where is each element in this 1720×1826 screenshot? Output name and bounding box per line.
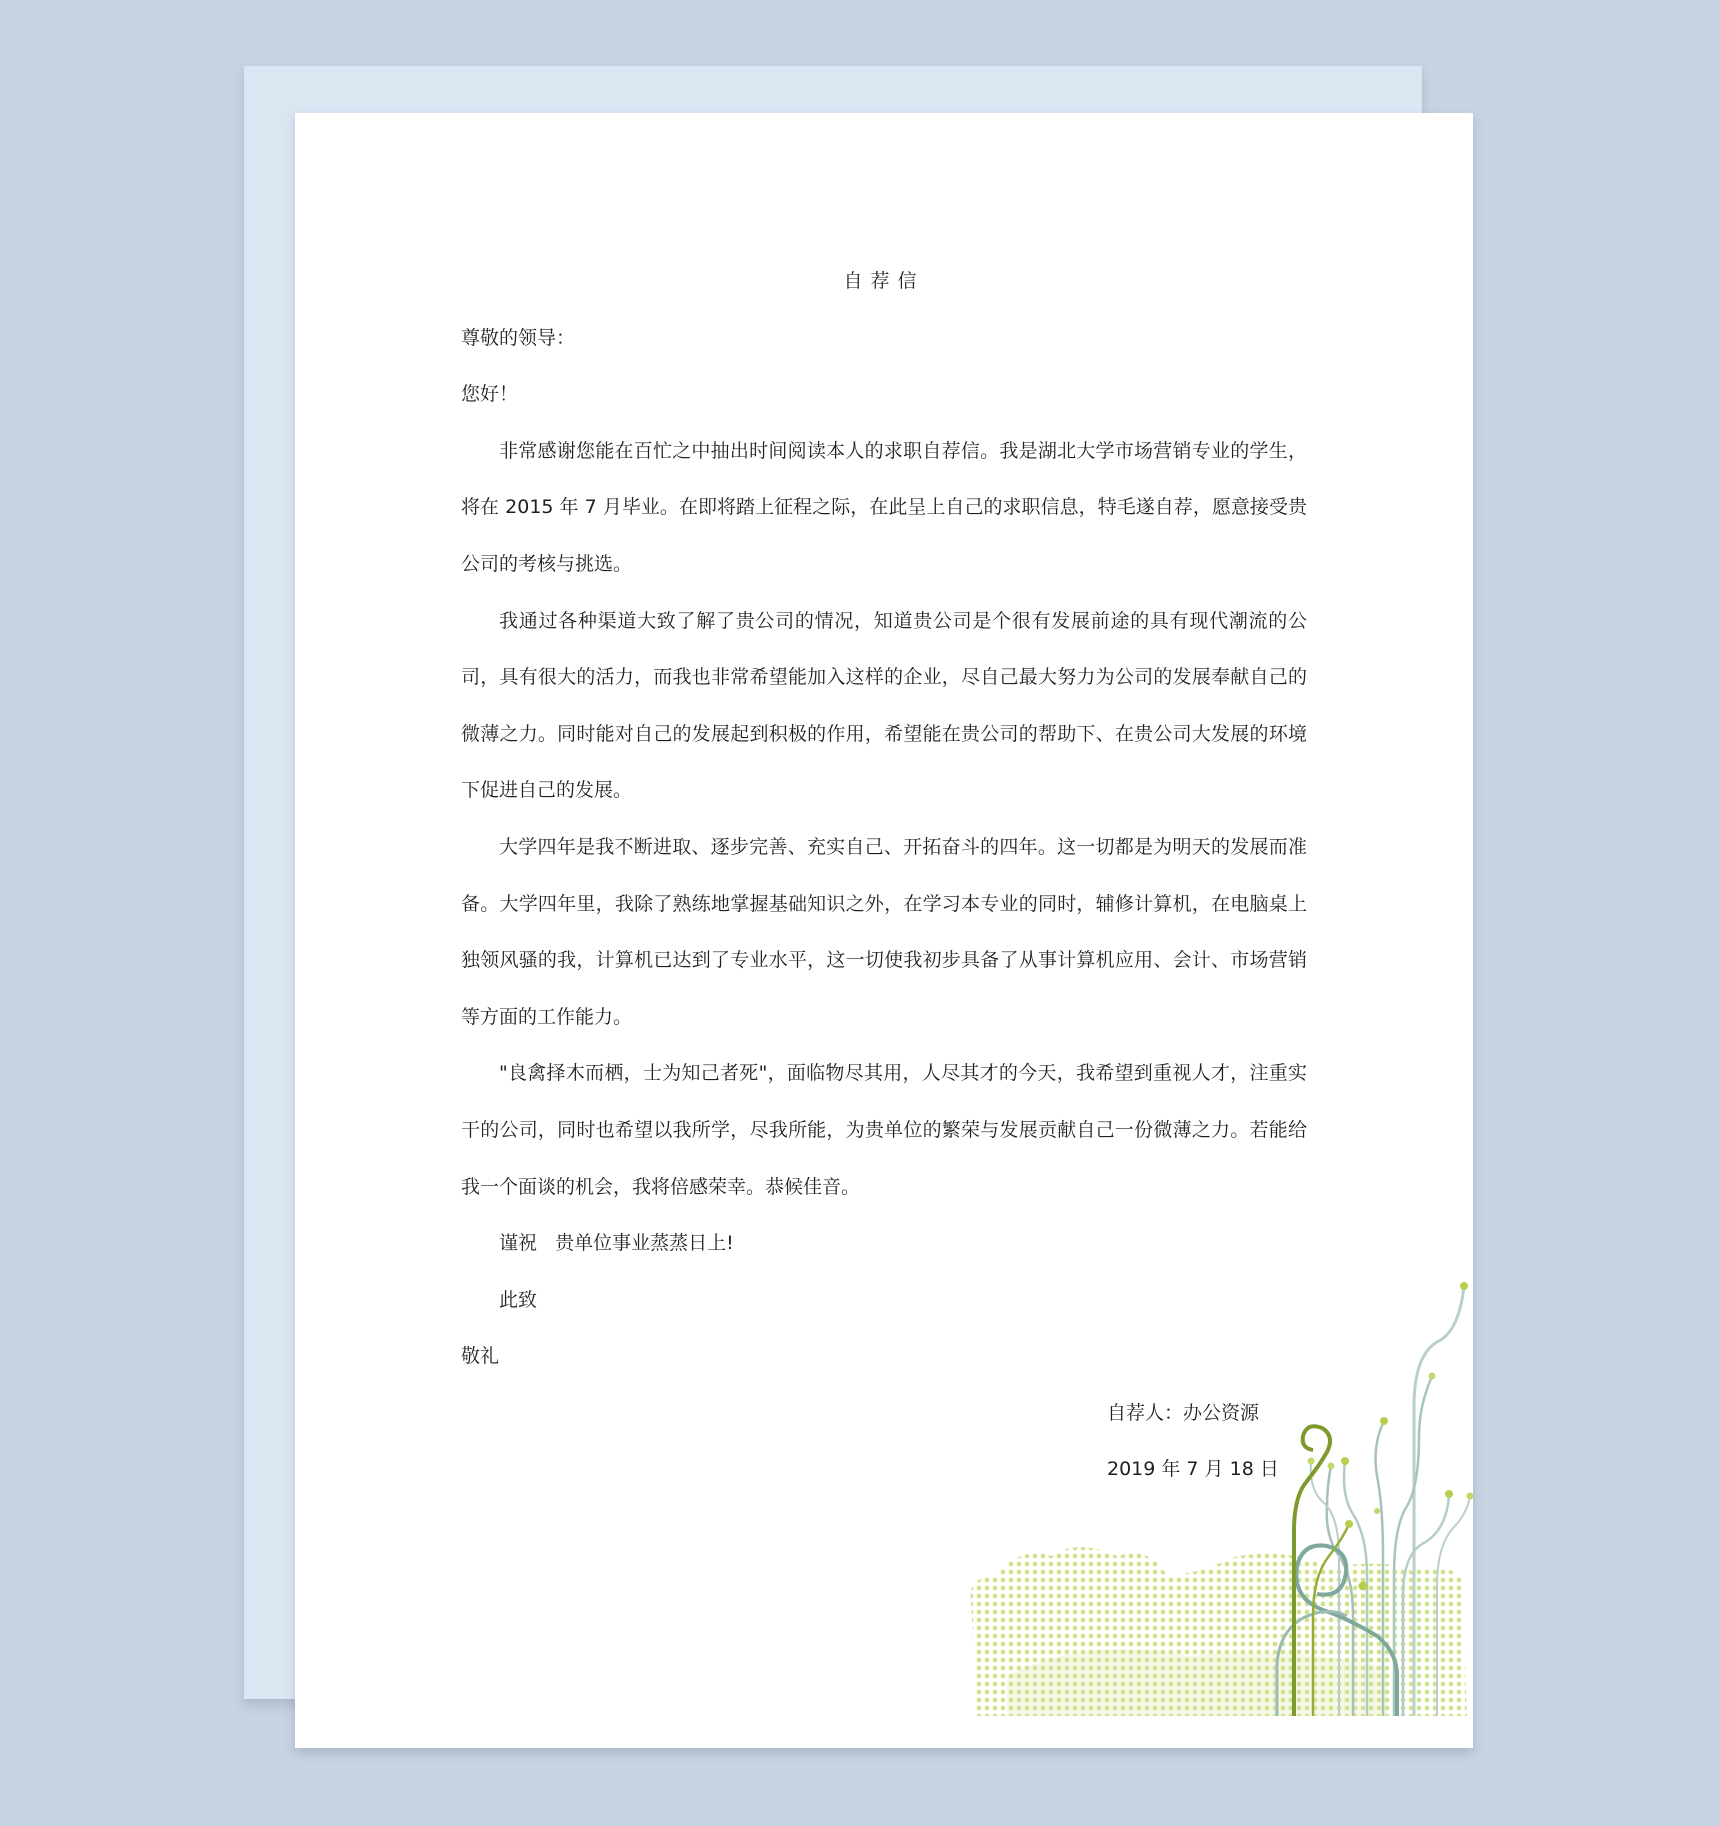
closing-line-1: 此致	[499, 1288, 538, 1311]
letter-body	[461, 253, 1307, 1498]
paragraph-intro: 非常感谢您能在百忙之中抽出时间阅读本人的求职自荐信。我是湖北大学市场营销专业的学生，将在 2015 年 7 月毕业。在即将踏上征程之际，在此呈上自己的求职信息，特毛遂自荐，愿意接受贵公司的考核与挑选。	[461, 439, 1307, 575]
signer-name: 自荐人：办公资源	[1107, 1401, 1260, 1424]
wish-line: 谨祝 贵单位事业蒸蒸日上!	[499, 1232, 734, 1255]
letter-title: 自荐信	[843, 270, 925, 292]
closing-line-2: 敬礼	[461, 1345, 500, 1368]
salutation: 尊敬的领导：	[461, 326, 576, 349]
paragraph-university: 大学四年是我不断进取、逐步完善、充实自己、开拓奋斗的四年。这一切都是为明天的发展而准备。大学四年里，我除了熟练地掌握基础知识之外，在学习本专业的同时，辅修计算机，在电脑桌上独领风骚的我，计算机已达到了专业水平，这一切使我初步具备了从事计算机应用、会计、市场营销等方面的工作能力。	[461, 835, 1307, 1028]
paragraph-aspiration: "良禽择木而栖，士为知己者死"，面临物尽其用，人尽其才的今天，我希望到重视人才，注重实干的公司，同时也希望以我所学，尽我所能，为贵单位的繁荣与发展贡献自己一份微薄之力。若能给我一个面谈的机会，我将倍感荣幸。恭候佳音。	[461, 1062, 1307, 1198]
letter-page	[295, 113, 1473, 1748]
letter-date: 2019 年 7 月 18 日	[1107, 1458, 1279, 1481]
paragraph-company: 我通过各种渠道大致了解了贵公司的情况，知道贵公司是个很有发展前途的具有现代潮流的公司，具有很大的活力，而我也非常希望能加入这样的企业，尽自己最大努力为公司的发展奉献自己的微薄之力。同时能对自己的发展起到积极的作用，希望能在贵公司的帮助下、在贵公司大发展的环境下促进自己的发展。	[461, 609, 1307, 802]
greeting: 您好！	[461, 383, 519, 406]
